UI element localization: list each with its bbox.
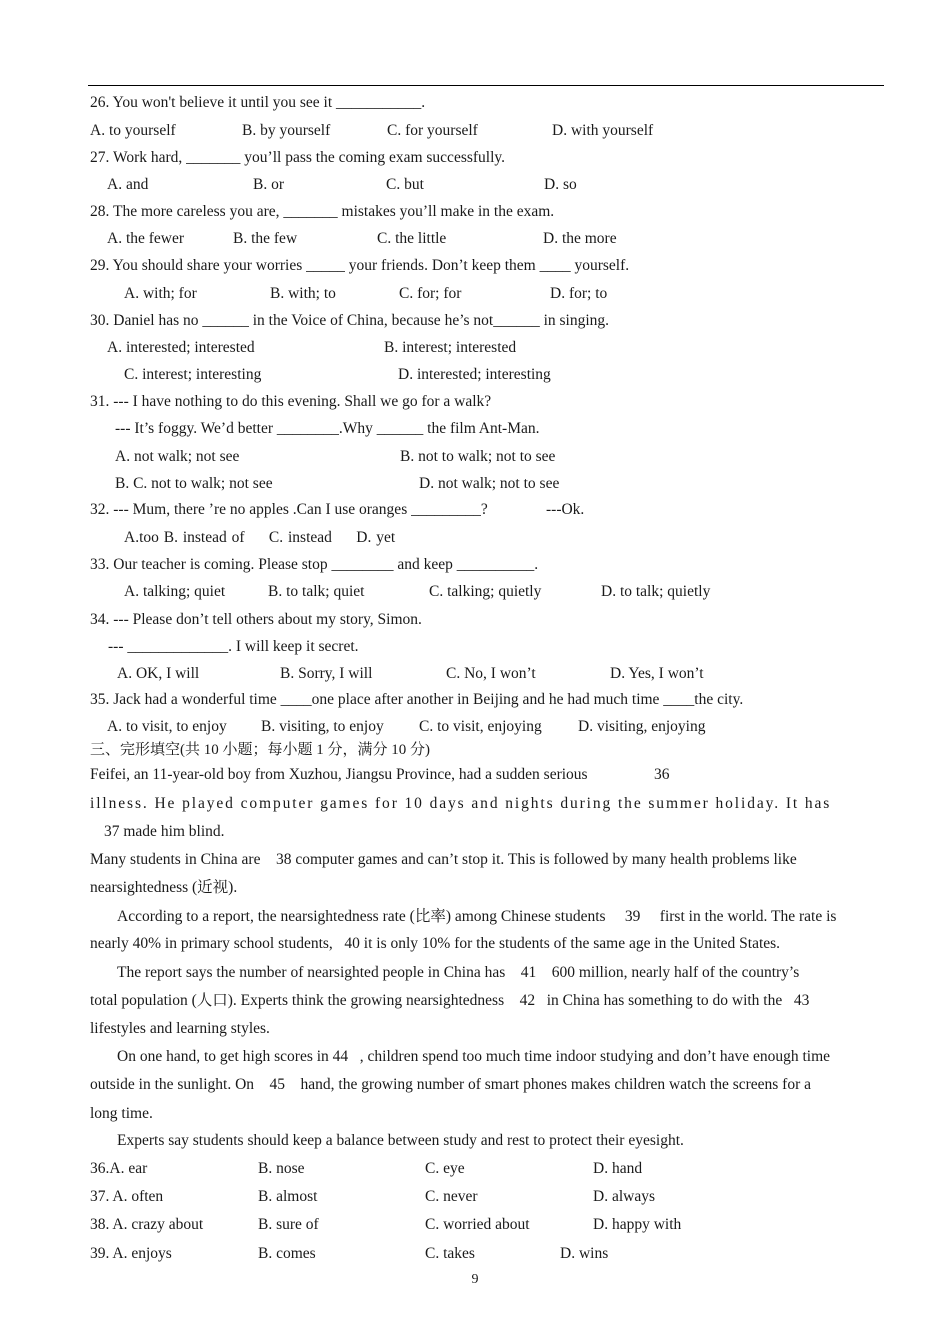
question-31-option-c: B. C. not to walk; not see (115, 475, 273, 492)
question-35-stem: 35. Jack had a wonderful time ____one place after another in Beijing and he had much time ____the city. (90, 691, 744, 708)
question-35-option-b: B. visiting, to enjoy (261, 718, 384, 735)
question-33-option-c: C. talking; quietly (429, 583, 542, 600)
passage-line-9: total population (人口). Experts think the growing nearsightedness 42 in China has something to do with the 43 (90, 992, 810, 1009)
question-36-option-a: 36.A. ear (90, 1160, 148, 1177)
passage-line-14: Experts say students should keep a balance between study and rest to protect their eyesight. (117, 1132, 684, 1149)
question-39-option-c: C. takes (425, 1245, 475, 1262)
question-36-option-c: C. eye (425, 1160, 465, 1177)
question-37-option-a: 37. A. often (90, 1188, 164, 1205)
question-31-option-a: A. not walk; not see (115, 448, 240, 465)
question-27-option-d: D. so (544, 176, 577, 193)
question-39-option-a: 39. A. enjoys (90, 1245, 172, 1262)
passage-line-1: Feifei, an 11-year-old boy from Xuzhou, Jiangsu Province, had a sudden serious (90, 766, 588, 783)
question-31-stem: 31. --- I have nothing to do this evening. Shall we go for a walk? (90, 393, 492, 410)
question-37-option-d: D. always (593, 1188, 655, 1205)
question-34-stem: 34. --- Please don’t tell others about my story, Simon. (90, 611, 422, 628)
question-30-stem: 30. Daniel has no ______ in the Voice of China, because he’s not______ in singing. (90, 312, 610, 329)
passage-line-7: nearly 40% in primary school students, 40 it is only 10% for the students of the same age in the United States. (90, 935, 781, 952)
question-37-option-c: C. never (425, 1188, 478, 1205)
section-heading-cloze: 三、完形填空(共 10 小题；每小题 1 分，满分 10 分) (90, 742, 430, 758)
question-32-reply: ---Ok. (546, 501, 585, 518)
question-36-option-b: B. nose (258, 1160, 305, 1177)
question-34-option-d: D. Yes, I won’t (610, 665, 704, 682)
question-38-option-b: B. sure of (258, 1216, 319, 1233)
question-34-option-b: B. Sorry, I will (280, 665, 373, 682)
header-rule (88, 85, 884, 86)
question-26-option-b: B. by yourself (242, 122, 331, 139)
question-35-option-c: C. to visit, enjoying (419, 718, 542, 735)
question-29-option-b: B. with; to (270, 285, 336, 302)
question-33-option-d: D. to talk; quietly (601, 583, 711, 600)
question-30-option-b: B. interest; interested (384, 339, 517, 356)
question-38-option-d: D. happy with (593, 1216, 682, 1233)
question-29-option-d: D. for; to (550, 285, 608, 302)
question-30-option-d: D. interested; interesting (398, 366, 551, 383)
question-28-option-b: B. the few (233, 230, 298, 247)
question-38-option-a: 38. A. crazy about (90, 1216, 204, 1233)
passage-line-4: Many students in China are 38 computer games and can’t stop it. This is followed by many health problems like (90, 851, 797, 868)
passage-line-3: 37 made him blind. (104, 823, 225, 840)
question-27-stem: 27. Work hard, _______ you’ll pass the coming exam successfully. (90, 149, 506, 166)
question-26-option-d: D. with yourself (552, 122, 654, 139)
question-33-option-b: B. to talk; quiet (268, 583, 365, 600)
question-33-stem: 33. Our teacher is coming. Please stop ________ and keep __________. (90, 556, 539, 573)
question-32-options: A.too B. instead of C. instead D. yet (124, 529, 396, 546)
question-30-option-c: C. interest; interesting (124, 366, 262, 383)
question-31-option-d: D. not walk; not to see (419, 475, 560, 492)
question-30-option-a: A. interested; interested (107, 339, 255, 356)
page-number: 9 (471, 1272, 479, 1287)
question-28-option-c: C. the little (377, 230, 447, 247)
question-39-option-d: D. wins (560, 1245, 609, 1262)
passage-line-2: illness. He played computer games for 10 days and nights during the summer holiday. It has (90, 795, 832, 812)
question-36-option-d: D. hand (593, 1160, 643, 1177)
passage-line-10: lifestyles and learning styles. (90, 1020, 270, 1037)
question-31-reply: --- It’s foggy. We’d better ________.Why ______ the film Ant-Man. (115, 420, 540, 437)
question-34-option-c: C. No, I won’t (446, 665, 536, 682)
question-31-option-b: B. not to walk; not to see (400, 448, 556, 465)
passage-line-11: On one hand, to get high scores in 44 , children spend too much time indoor studying and don’t have enough time (117, 1048, 831, 1065)
question-34-option-a: A. OK, I will (117, 665, 200, 682)
question-27-option-a: A. and (107, 176, 149, 193)
question-34-reply: --- _____________. I will keep it secret. (108, 638, 359, 655)
question-39-option-b: B. comes (258, 1245, 316, 1262)
question-29-stem: 29. You should share your worries _____ your friends. Don’t keep them ____ yourself. (90, 257, 630, 274)
question-26-option-a: A. to yourself (90, 122, 176, 139)
question-28-stem: 28. The more careless you are, _______ mistakes you’ll make in the exam. (90, 203, 555, 220)
question-28-option-d: D. the more (543, 230, 617, 247)
question-29-option-a: A. with; for (124, 285, 197, 302)
question-37-option-b: B. almost (258, 1188, 318, 1205)
passage-line-8: The report says the number of nearsighted people in China has 41 600 million, nearly half of the country’s (117, 964, 800, 981)
question-26-stem: 26. You won't believe it until you see it ___________. (90, 94, 426, 111)
question-35-option-a: A. to visit, to enjoy (107, 718, 227, 735)
question-27-option-c: C. but (386, 176, 424, 193)
passage-line-6: According to a report, the nearsightedness rate (比率) among Chinese students 39 first in the world. The rate is (117, 908, 837, 925)
question-38-option-c: C. worried about (425, 1216, 530, 1233)
question-32-stem: 32. --- Mum, there ’re no apples .Can I use oranges _________? (90, 501, 488, 518)
passage-blank-36: 36 (654, 766, 670, 783)
question-26-option-c: C. for yourself (387, 122, 478, 139)
question-27-option-b: B. or (253, 176, 284, 193)
passage-line-13: long time. (90, 1105, 153, 1122)
question-29-option-c: C. for; for (399, 285, 462, 302)
question-28-option-a: A. the fewer (107, 230, 185, 247)
question-33-option-a: A. talking; quiet (124, 583, 226, 600)
question-35-option-d: D. visiting, enjoying (578, 718, 706, 735)
passage-line-12: outside in the sunlight. On 45 hand, the growing number of smart phones makes children watch the screens for a (90, 1076, 812, 1093)
passage-line-5: nearsightedness (近视). (90, 879, 238, 896)
